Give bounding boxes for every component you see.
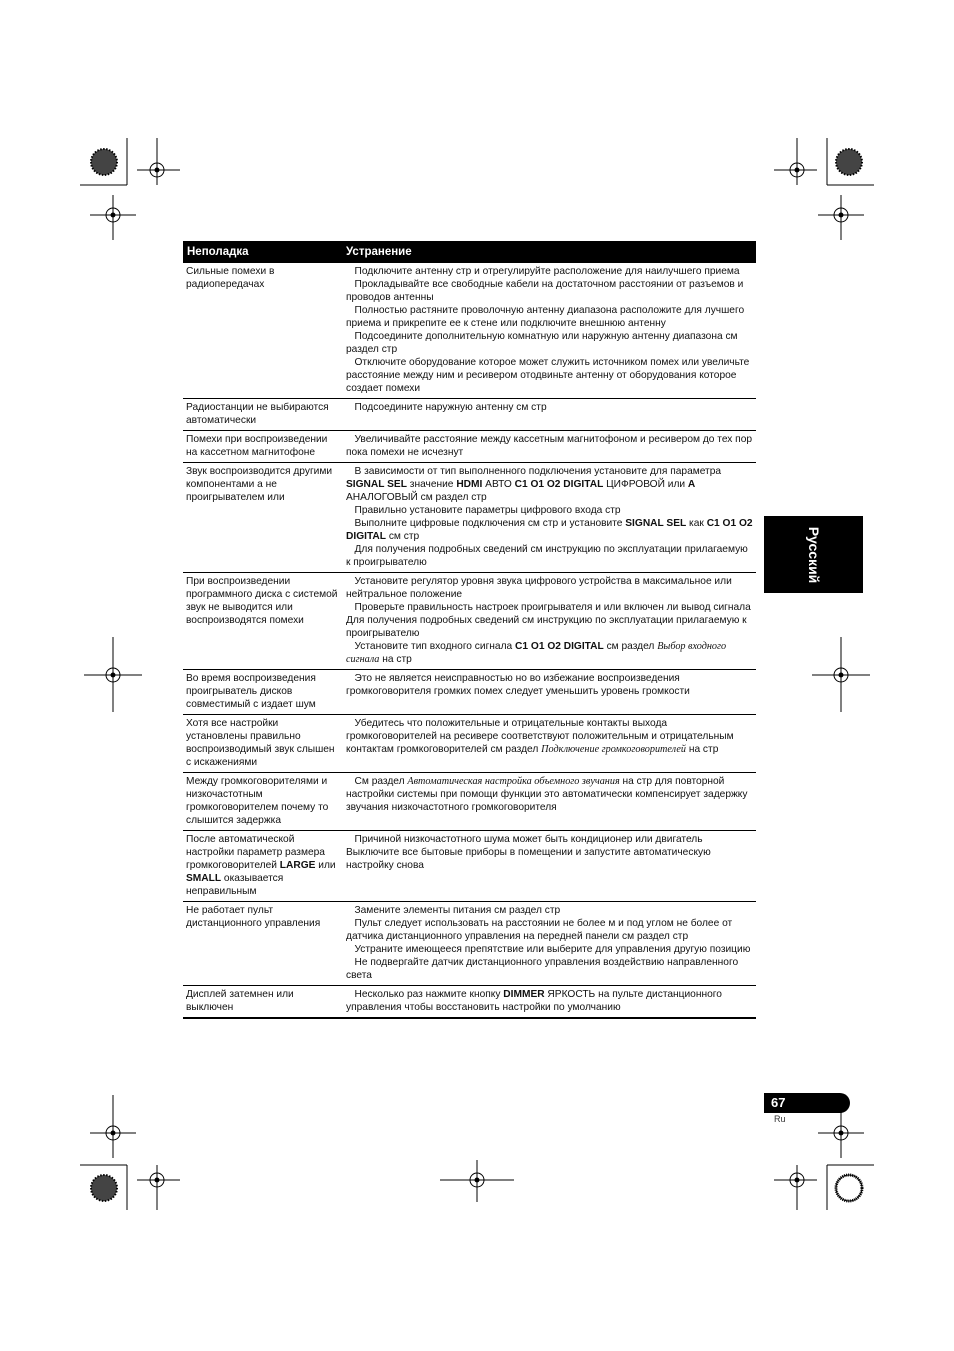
remedy-cell <box>343 831 756 901</box>
page-number: 67 <box>764 1093 850 1113</box>
problem-cell: Между громкоговорителями и низкочастотным громкоговорителем почему то слышится задержка <box>186 776 329 826</box>
table-row <box>183 399 756 431</box>
problem-cell: Не работает пульт дистанционного управления <box>186 905 321 929</box>
remedy-line: Устраните имеющееся препятствие или выберите для управления другую позицию <box>346 944 751 955</box>
remedy-line: Полностью растяните проволочную антенну диапазона расположите для лучшего приема и прикрепите ее к стене или подключите внешнюю антенну <box>346 305 745 329</box>
remedy-line: Замените элементы питания см раздел стр <box>346 905 561 916</box>
table-row <box>183 831 756 902</box>
remedy-cell <box>343 902 756 985</box>
remedy-line: Подсоедините наружную антенну см стр <box>346 402 547 413</box>
problem-cell: При воспроизведении программного диска с системой звук не выводится или воспроизводятся помехи <box>186 576 338 626</box>
remedy-cell <box>343 986 756 1017</box>
remedy-line: Подключите антенну стр и отрегулируйте расположение для наилучшего приема <box>346 266 740 277</box>
remedy-line: В зависимости от тип выполненного подключения установите для параметра SIGNAL SEL значение HDMI АВТО C1 O1 O2 DIGITAL ЦИФРОВОЙ или A АНАЛОГОВЫЙ см раздел стр <box>346 466 722 503</box>
table-row <box>183 573 756 670</box>
remedy-line: Отключите оборудование которое может служить источником помех или увеличьте расстояние между ним и ресивером отодвиньте антенну от оборудования которое создает помехи <box>346 357 750 394</box>
remedy-line: Увеличивайте расстояние между кассетным магнитофоном и ресивером до тех пор пока помехи не исчезнут <box>346 434 753 458</box>
remedy-cell <box>343 263 756 398</box>
remedy-line: Прокладывайте все свободные кабели на достаточном расстоянии от разъемов и проводов антенны <box>346 279 744 303</box>
page-language: Ru <box>774 1114 786 1124</box>
remedy-line: Правильно установите параметры цифрового входа стр <box>346 505 621 516</box>
problem-cell: Во время воспроизведения проигрыватель дисков совместимый с издает шум <box>186 673 316 710</box>
table-body <box>183 263 756 1019</box>
problem-cell: После автоматической настройки параметр размера громкоговорителей LARGE или SMALL оказывается неправильным <box>186 834 336 897</box>
problem-cell: Сильные помехи в радиопередачах <box>186 266 275 290</box>
remedy-line: Это не является неисправностью но во избежание воспроизведения громкоговорителя громких помех следует уменьшить уровень громкости <box>346 673 690 697</box>
troubleshooting-table <box>183 241 756 1019</box>
remedy-line: Проверьте правильность настроек проигрывателя и или включен ли вывод сигнала Для получения подробных сведений см инструкцию по эксплуатации прилагаемую к проигрывателю <box>346 602 751 639</box>
remedy-line: Не подвергайте датчик дистанционного управления воздействию направленного света <box>346 957 739 981</box>
table-row <box>183 263 756 399</box>
remedy-line: Установите регулятор уровня звука цифрового устройства в максимальное или нейтральное положение <box>346 576 732 600</box>
table-row <box>183 670 756 715</box>
remedy-cell <box>343 431 756 462</box>
problem-cell: Помехи при воспроизведении на кассетном магнитофоне <box>186 434 328 458</box>
table-row <box>183 715 756 773</box>
remedy-cell <box>343 670 756 714</box>
table-row <box>183 773 756 831</box>
remedy-line: Пульт следует использовать на расстоянии не более м и под углом не более от датчика дистанционного управления на передней панели см раздел стр <box>346 918 733 942</box>
remedy-cell <box>343 399 756 430</box>
table-row <box>183 431 756 463</box>
table-row <box>183 463 756 573</box>
remedy-line: Причиной низкочастотного шума может быть кондиционер или двигатель Выключите все бытовые приборы в помещении и запустите автоматическую настройку снова <box>346 834 711 871</box>
remedy-cell <box>343 715 756 772</box>
language-tab <box>764 516 863 593</box>
remedy-cell <box>343 573 756 669</box>
header-remedy: Устранение <box>346 246 412 258</box>
problem-cell: Хотя все настройки установлены правильно воспроизводимый звук слышен с искажениями <box>186 718 335 768</box>
remedy-line: Установите тип входного сигнала C1 O1 O2 DIGITAL см раздел Выбор входного сигнала на стр <box>346 641 727 665</box>
remedy-line: Для получения подробных сведений см инструкцию по эксплуатации прилагаемую к проигрывателю <box>346 544 748 568</box>
remedy-line: Подсоедините дополнительную комнатную или наружную антенну диапазона см раздел стр <box>346 331 738 355</box>
remedy-line: Несколько раз нажмите кнопку DIMMER ЯРКОСТЬ на пульте дистанционного управления чтобы восстановить настройки по умолчанию <box>346 989 722 1013</box>
remedy-line: Выполните цифровые подключения см стр и установите SIGNAL SEL как C1 O1 O2 DIGITAL см стр <box>346 518 753 542</box>
language-tab-label: Русский <box>805 526 822 583</box>
table-header <box>183 241 756 263</box>
table-row <box>183 986 756 1019</box>
header-problem: Неполадка <box>187 246 249 258</box>
problem-cell: Дисплей затемнен или выключен <box>186 989 294 1013</box>
remedy-line: См раздел Автоматическая настройка объемного звучания на стр для повторной настройки системы при помощи функции это автоматически компенсирует задержку звучания низкочастотного громкоговорителя <box>346 776 748 813</box>
table-row <box>183 902 756 986</box>
remedy-line: Убедитесь что положительные и отрицательные контакты выхода громкоговорителей на ресивере соответствуют положительным и отрицательным контактам громкоговорителей см раздел Подключение громкоговорителей на стр <box>346 718 734 755</box>
problem-cell: Звук воспроизводится другими компонентами а не проигрывателем или <box>186 466 333 503</box>
remedy-cell <box>343 463 756 572</box>
remedy-cell <box>343 773 756 830</box>
problem-cell: Радиостанции не выбираются автоматически <box>186 402 329 426</box>
